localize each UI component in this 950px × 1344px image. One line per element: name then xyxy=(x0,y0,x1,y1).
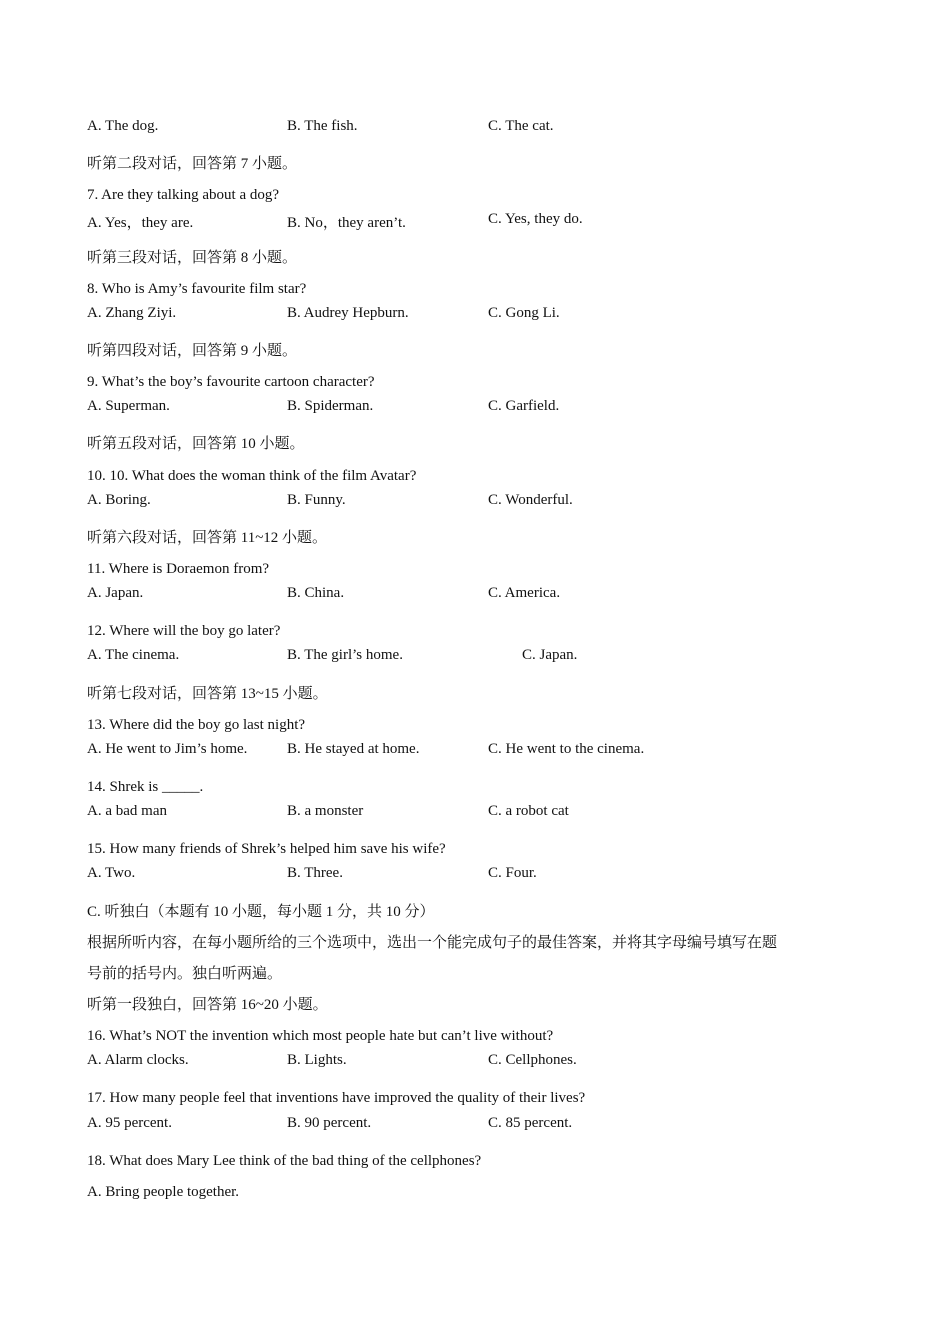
question-9: 9. What’s the boy’s favourite cartoon character? xyxy=(87,374,375,391)
section-instruction: 听第一段独白，回答第 16~20 小题。 xyxy=(87,996,328,1013)
option-a: A. Two. xyxy=(87,865,136,882)
option-c: C. Wonderful. xyxy=(488,491,573,508)
options-row xyxy=(87,585,877,616)
question-10: 10. 10. What does the woman think of the film Avatar? xyxy=(87,467,417,484)
option-c: C. Garfield. xyxy=(488,398,560,415)
question-16: 16. What’s NOT the invention which most people hate but can’t live without? xyxy=(87,1028,554,1045)
options-row xyxy=(87,118,877,149)
part-c-heading: C. 听独白（本题有 10 小题，每小题 1 分，共 10 分） xyxy=(87,903,435,920)
question-14: 14. Shrek is _____. xyxy=(87,778,204,795)
option-b: B. The fish. xyxy=(287,118,358,134)
question-11: 11. Where is Doraemon from? xyxy=(87,560,270,577)
options-row xyxy=(87,492,877,523)
option-a: A. He went to Jim’s home. xyxy=(87,740,248,757)
option-c: C. America. xyxy=(488,585,561,602)
option-b: B. Lights. xyxy=(287,1052,347,1069)
question-8: 8. Who is Amy’s favourite film star? xyxy=(87,280,307,297)
section-instruction: 听第六段对话，回答第 11~12 小题。 xyxy=(87,529,328,546)
option-c: C. 85 percent. xyxy=(488,1114,573,1131)
option-b: B. Spiderman. xyxy=(287,398,374,415)
option-b: B. Funny. xyxy=(287,491,346,508)
part-c-instruction: 根据所听内容，在每小题所给的三个选项中，选出一个能完成句子的最佳答案，并将其字母编号填写在题 xyxy=(87,934,778,951)
option-a: A. Alarm clocks. xyxy=(87,1052,189,1069)
options-row xyxy=(87,1052,877,1083)
section-instruction: 听第二段对话，回答第 7 小题。 xyxy=(87,156,298,173)
option-a: A. Japan. xyxy=(87,585,144,602)
option-b: B. The girl’s home. xyxy=(287,647,403,664)
question-17: 17. How many people feel that inventions have improved the quality of their lives? xyxy=(87,1090,586,1107)
option-c: C. Four. xyxy=(488,865,537,882)
section-instruction: 听第三段对话，回答第 8 小题。 xyxy=(87,249,298,266)
question-18: 18. What does Mary Lee think of the bad thing of the cellphones? xyxy=(87,1152,482,1169)
option-b: B. a monster xyxy=(287,803,364,820)
option-a: A. Superman. xyxy=(87,398,170,415)
question-7: 7. Are they talking about a dog? xyxy=(87,187,280,204)
option-c: C. Japan. xyxy=(522,647,578,664)
option-b: B. Three. xyxy=(287,865,343,882)
option-b: B. He stayed at home. xyxy=(287,740,420,757)
option-a: A. Bring people together. xyxy=(87,1183,240,1200)
options-row xyxy=(87,305,877,336)
options-row xyxy=(87,741,877,772)
option-b: B. 90 percent. xyxy=(287,1114,372,1131)
question-12: 12. Where will the boy go later? xyxy=(87,623,281,640)
option-c: C. Cellphones. xyxy=(488,1052,577,1069)
section-instruction: 听第七段对话，回答第 13~15 小题。 xyxy=(87,685,328,702)
option-a: A. Yes，they are. xyxy=(87,215,194,232)
option-c: C. He went to the cinema. xyxy=(488,740,645,757)
option-a: A. 95 percent. xyxy=(87,1114,172,1131)
option-a: A. Zhang Ziyi. xyxy=(87,304,177,321)
section-instruction: 听第四段对话，回答第 9 小题。 xyxy=(87,342,298,359)
question-13: 13. Where did the boy go last night? xyxy=(87,716,306,733)
option-c: C. The cat. xyxy=(488,118,554,134)
option-b: B. Audrey Hepburn. xyxy=(287,304,409,321)
option-a: A. Boring. xyxy=(87,491,151,508)
section-instruction: 听第五段对话，回答第 10 小题。 xyxy=(87,436,305,453)
part-c-instruction-cont: 号前的括号内。独白听两遍。 xyxy=(87,965,283,982)
option-b: B. No，they aren’t. xyxy=(287,215,406,232)
option-a: A. The dog. xyxy=(87,118,159,134)
option-a: A. The cinema. xyxy=(87,647,180,664)
options-row xyxy=(87,647,877,678)
question-15: 15. How many friends of Shrek’s helped him save his wife? xyxy=(87,841,446,858)
options-row xyxy=(87,1115,877,1146)
options-row xyxy=(87,803,877,834)
options-row xyxy=(87,211,877,242)
option-c: C. a robot cat xyxy=(488,803,569,820)
option-b: B. China. xyxy=(287,585,345,602)
option-c: C. Yes, they do. xyxy=(488,211,583,228)
options-row xyxy=(87,398,877,429)
option-c: C. Gong Li. xyxy=(488,304,560,321)
exam-content xyxy=(87,118,877,1208)
option-a: A. a bad man xyxy=(87,803,167,820)
options-row xyxy=(87,865,877,896)
